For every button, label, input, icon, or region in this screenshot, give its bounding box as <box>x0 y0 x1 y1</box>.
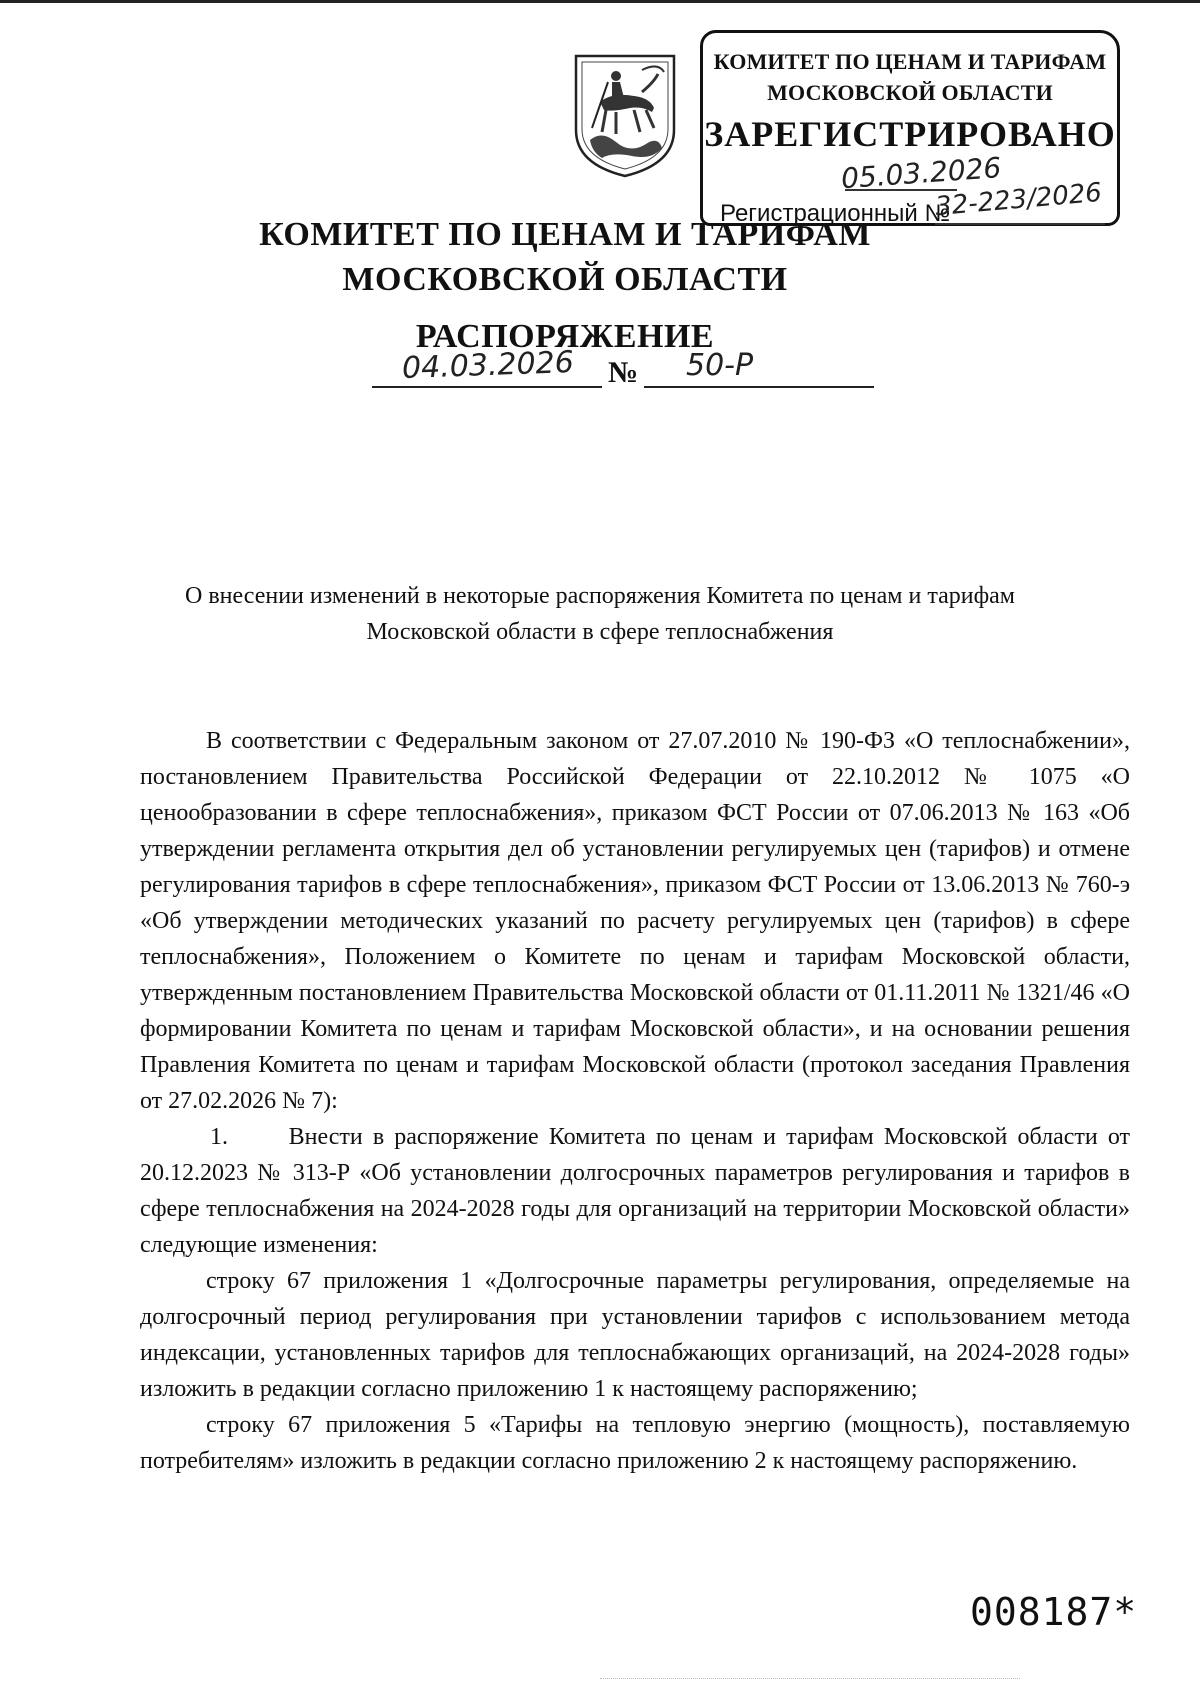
change-1-paragraph: строку 67 приложения 1 «Долгосрочные параметры регулирования, определяемые на долгосрочный период регулирования при установлении тарифов с использованием метода индексации, установленных тарифов для теплоснабжающих организаций, на 2024-2028 годы» изложить в редакции согласно приложению 1 к настоящему распоряжению; <box>140 1268 1130 1402</box>
document-title: О внесении изменений в некоторые распоряжения Комитета по ценам и тарифам Московской области в сфере теплоснабжения <box>185 583 1015 645</box>
order-number-label: № <box>608 356 639 389</box>
scan-artifact <box>600 1678 1020 1679</box>
order-number-underline <box>644 386 874 388</box>
order-date: 04.03.2026 <box>401 345 575 386</box>
stamp-status: ЗАРЕГИСТРИРОВАНО <box>704 114 1116 154</box>
document-body <box>140 723 1130 1479</box>
serial-number: 008187* <box>970 1590 1138 1634</box>
stamp-org-line2: МОСКОВСКОЙ ОБЛАСТИ <box>767 80 1053 105</box>
doc-type: РАСПОРЯЖЕНИЕ <box>415 318 715 355</box>
item-1-text: Внести в распоряжение Комитета по ценам и тарифам Московской области от 20.12.2023 № 313-Р «Об установлении долгосрочных параметров регулирования и тарифов в сфере теплоснабжения на 2024-2028 годы для организаций на территории Московской области» следующие изменения: <box>140 1124 1131 1258</box>
stamp-date: 05.03.2026 <box>840 151 1003 196</box>
preamble-paragraph: В соответствии с Федеральным законом от 27.07.2010 № 190-ФЗ «О теплоснабжении», постановлением Правительства Российской Федерации от 22.10.2012 № 1075 «О ценообразовании в сфере теплоснабжения», приказом ФСТ России от 07.06.2013 № 163 «Об утверждении регламента открытия дел об установлении регулируемых цен (тарифов) и отмене регулирования тарифов в сфере теплоснабжения», приказом ФСТ России от 13.06.2013 № 760-э «Об утверждении методических указаний по расчету регулируемых цен (тарифов) в сфере теплоснабжения», Положением о Комитете по ценам и тарифам Московской области, утвержденным постановлением Правительства Московской области от 01.11.2011 № 1321/46 «О формировании Комитета по ценам и тарифам Московской области», и на основании решения Правления Комитета по ценам и тарифам Московской области (протокол заседания Правления от 27.02.2026 № 7): <box>140 728 1130 1114</box>
top-border-line <box>0 0 1200 3</box>
stamp-date-underline <box>845 189 957 191</box>
order-number: 50-Р <box>686 348 754 383</box>
coat-of-arms-icon <box>572 52 678 180</box>
change-2-paragraph: строку 67 приложения 5 «Тарифы на тепловую энергию (мощность), поставляемую потребителям» изложить в редакции согласно приложению 2 к настоящему распоряжению. <box>140 1412 1130 1474</box>
item-1-number: 1. <box>210 1124 228 1150</box>
order-date-number <box>372 345 874 389</box>
org-name-line2: МОСКОВСКОЙ ОБЛАСТИ <box>342 261 788 298</box>
registration-stamp <box>700 30 1120 226</box>
item-1-paragraph <box>140 1119 1130 1263</box>
stamp-reg-number: 32-223/2026 <box>934 177 1104 223</box>
order-date-underline <box>372 386 602 388</box>
org-name-line1: КОМИТЕТ ПО ЦЕНАМ И ТАРИФАМ <box>259 216 871 253</box>
stamp-org-line1: КОМИТЕТ ПО ЦЕНАМ И ТАРИФАМ <box>713 49 1107 74</box>
stamp-reg-label: Регистрационный № <box>720 200 951 227</box>
